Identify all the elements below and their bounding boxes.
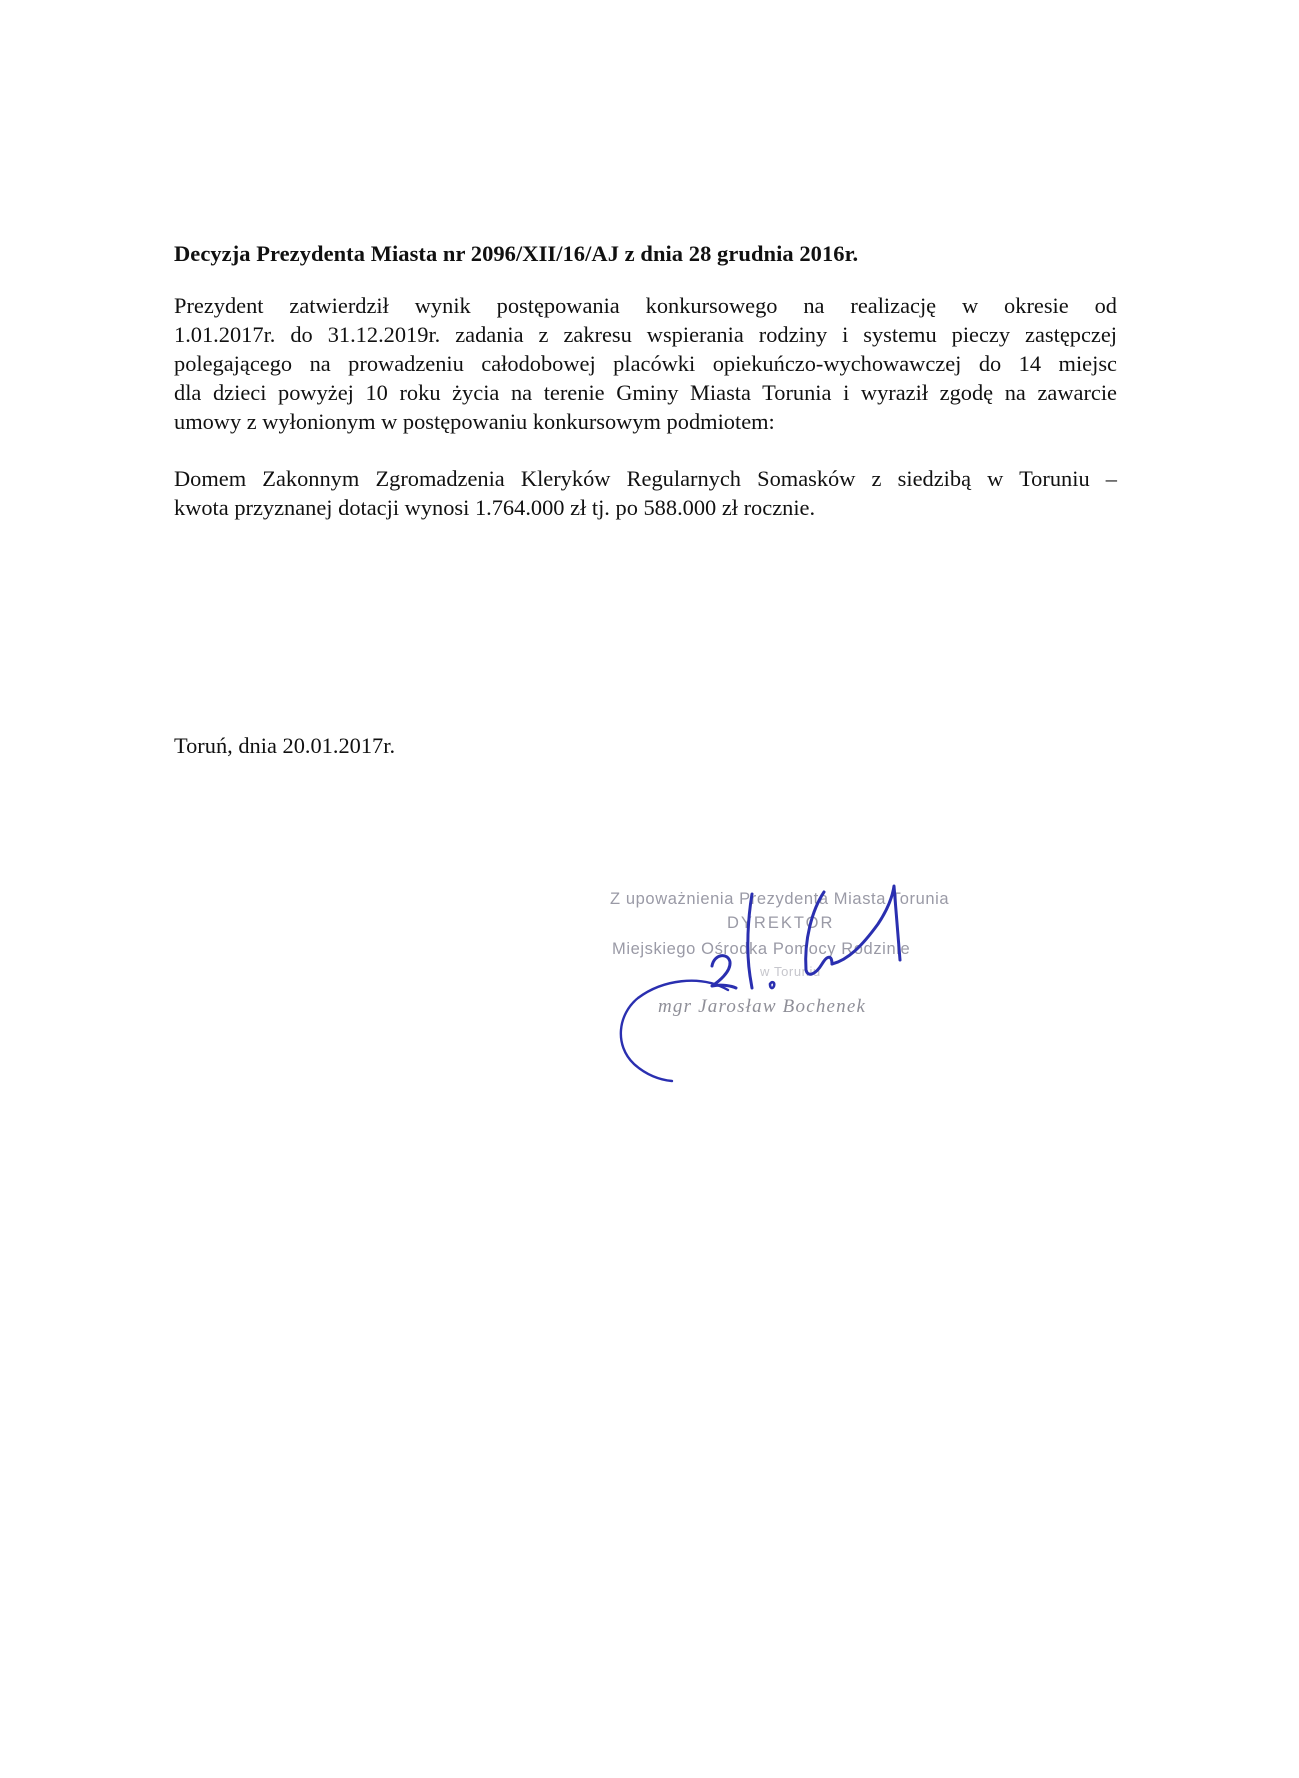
grantee-paragraph [174, 464, 1117, 522]
signature-stroke [832, 886, 900, 964]
handwritten-signature [600, 870, 990, 1100]
paragraph-line: 1.01.2017r. do 31.12.2019r. zadania z zakresu wspierania rodziny i systemu pieczy zastępczej [174, 322, 1117, 347]
paragraph-line: kwota przyznanej dotacji wynosi 1.764.000 zł tj. po 588.000 zł rocznie. [174, 495, 816, 520]
signature-stroke [748, 894, 752, 988]
signature-stroke [621, 981, 728, 1081]
paragraph-line: Domem Zakonnym Zgromadzenia Kleryków Regularnych Somasków z siedzibą w Toruniu – [174, 466, 1117, 491]
stamp-title-line: DYREKTOR [727, 914, 835, 932]
paragraph-line: polegającego na prowadzeniu całodobowej placówki opiekuńczo-wychowawczej do 14 miejsc [174, 351, 1117, 376]
signature-stroke [770, 982, 774, 988]
stamp-city-line: w Toruniu [760, 964, 821, 979]
paragraph-line: dla dzieci powyżej 10 roku życia na terenie Gminy Miasta Torunia i wyraził zgodę na zawarcie [174, 380, 1117, 405]
stamp-signatory-name: mgr Jarosław Bochenek [658, 996, 867, 1017]
stamp-institution-line: Miejskiego Ośrodka Pomocy Rodzinie [612, 940, 911, 958]
stamp-authorization-line: Z upoważnienia Prezydenta Miasta Torunia [610, 890, 950, 908]
signature-stroke [806, 892, 832, 974]
place-and-date: Toruń, dnia 20.01.2017r. [174, 733, 396, 758]
signature-stroke [712, 956, 736, 988]
decision-paragraph [174, 291, 1117, 436]
decision-title: Decyzja Prezydenta Miasta nr 2096/XII/16/AJ z dnia 28 grudnia 2016r. [174, 241, 859, 266]
official-stamp [600, 870, 990, 1100]
paragraph-line: umowy z wyłonionym w postępowaniu konkursowym podmiotem: [174, 409, 775, 434]
paragraph-line: Prezydent zatwierdził wynik postępowania konkursowego na realizację w okresie od [174, 293, 1117, 318]
